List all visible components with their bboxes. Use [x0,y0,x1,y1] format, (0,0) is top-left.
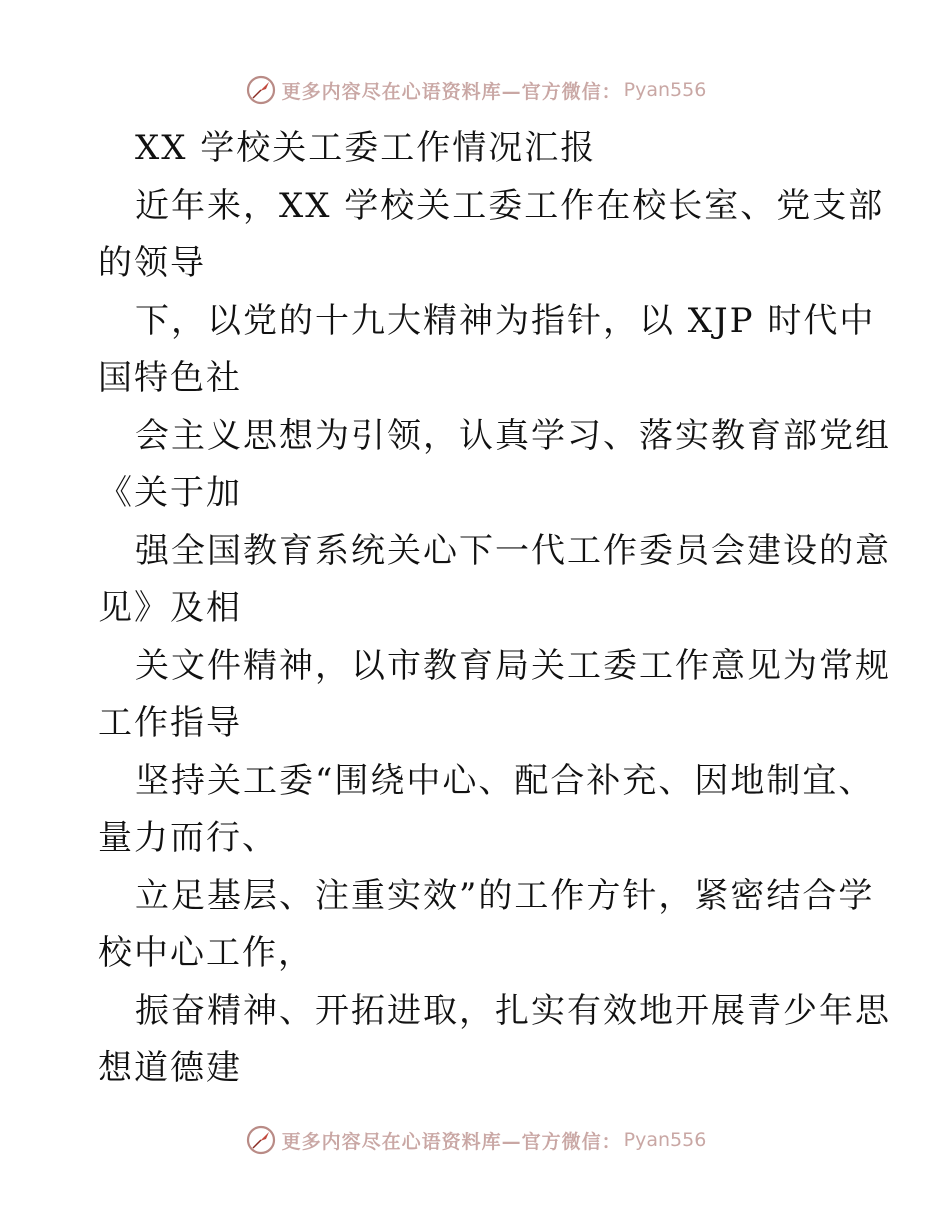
document-line: 想道德建 [98,1048,242,1088]
watermark-wechat-id: Pyan556 [623,1129,707,1151]
watermark-promo-text: 更多内容尽在心语资料库—官方微信： [281,1130,622,1153]
watermark-wechat-id: Pyan556 [623,79,707,101]
document-body [98,120,891,1098]
document-line: 工作指导 [98,703,242,743]
document-line: 的领导 [98,243,206,283]
watermark-promo-text: 更多内容尽在心语资料库—官方微信： [281,80,622,103]
document-line: 立足基层、注重实效”的工作方针，紧密结合学 [135,875,875,916]
document-line: 校中心工作， [98,933,314,973]
document-line: 下，以党的十九大精神为指针，以 XJP 时代中 [135,300,876,341]
document-line: 强全国教育系统关心下一代工作委员会建设的意 [135,530,891,571]
document-title: XX 学校关工委工作情况汇报 [135,128,597,168]
document-line: 关文件精神，以市教育局关工委工作意见为常规 [135,645,891,686]
document-line: 量力而行、 [98,818,278,858]
document-line: 见》及相 [98,588,242,628]
document-line: 振奋精神、开拓进取，扎实有效地开展青少年思 [135,990,891,1031]
watermark-banner-bottom [0,1120,950,1160]
document-line: 《关于加 [98,473,242,513]
feather-pen-icon [244,73,278,107]
watermark-banner-top [0,70,950,110]
document-line: 坚持关工委“围绕中心、配合补充、因地制宜、 [135,760,875,801]
document-line: 会主义思想为引领，认真学习、落实教育部党组 [135,415,891,456]
document-line: 近年来，XX 学校关工委工作在校长室、党支部 [135,185,885,226]
document-line: 国特色社 [98,358,242,398]
feather-pen-icon [244,1123,278,1157]
